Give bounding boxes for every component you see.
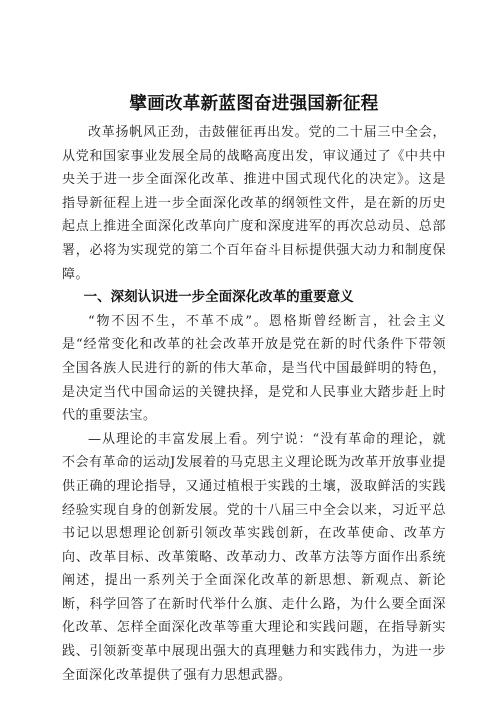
intro-paragraph: 改革扬帆风正劲，击鼓催征再出发。党的二十届三中全会，从党和国家事业发展全局的战略高度出发，审议通过了《中共中央关于进一步全面深化改革、推进中国式现代化的决定》。这是指导新征程上进一步全面深化改革的纲领性文件，是在新的历史起点上推进全面深化改革向广度和深度进军的再次总动员、总部署，必将为实现党的第二个百年奋斗目标提供强大动力和制度保障。 bbox=[62, 125, 446, 282]
section-heading: 一、深刻认识进一步全面深化改革的重要意义 bbox=[83, 289, 354, 306]
document-page bbox=[62, 93, 446, 687]
section-paragraph-1: “物不因不生，不革不成”。恩格斯曾经断言，社会主义是“经常变化和改革的社会改革开放是党在新的时代条件下带领全国各族人民进行的新的伟大革命，是当代中国最鲜明的特色，是决定当代中国命运的关键抉择，是党和人民事业大踏步赶上时代的重要法宝。 bbox=[62, 313, 446, 424]
document-title: 擘画改革新蓝图奋进强国新征程 bbox=[129, 94, 379, 114]
section-paragraph-2: —从理论的丰富发展上看。列宁说：“没有革命的理论，就不会有革命的运动J发展着的马克思主义理论既为改革开放事业提供正确的理论指导，又通过植根于实践的土壤，汲取鲜活的实践经验实现自身的创新发展。党的十八届三中全会以来，习近平总书记以思想理论创新引领改革实践创新，在改革使命、改革方向、改革目标、改革策略、改革动力、改革方法等方面作出系统阐述，提出一系列关于全面深化改革的新思想、新观点、新论断，科学回答了在新时代举什么旗、走什么路，为什么要全面深化改革、怎样全面深化改革等重大理论和实践问题，在指导新实践、引领新变革中展现出强大的真理魅力和实践伟力，为进一步全面深化改革提供了强有力思想武器。 bbox=[62, 431, 446, 683]
